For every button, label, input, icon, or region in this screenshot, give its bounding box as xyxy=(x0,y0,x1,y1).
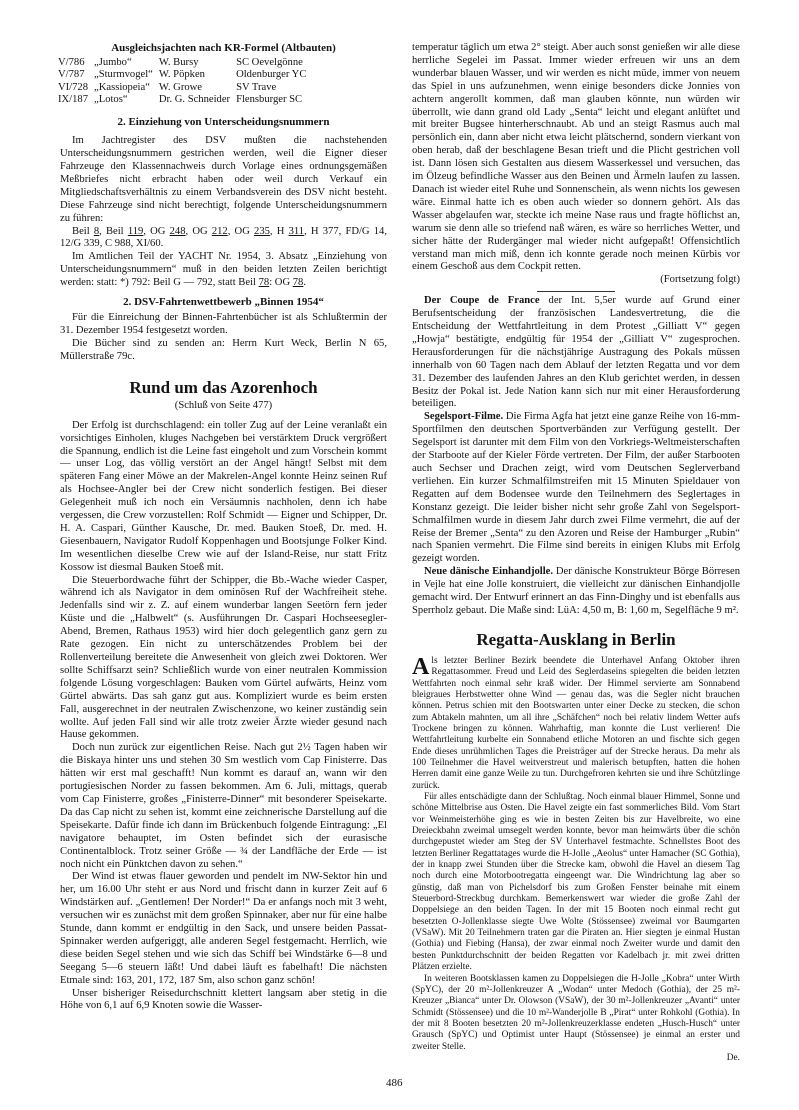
section-heading-fahrtenwettbewerb: 2. DSV-Fahrtenwettbewerb „Binnen 1954“ xyxy=(123,296,324,309)
register-row xyxy=(58,57,312,69)
right-column xyxy=(412,42,740,1064)
berlin-paragraph-1: Als letzter Berliner Bezirk beendete die Unterhavel Anfang Oktober ihren Regattasommer. Freud und Leid des Seglerdaseins spiegelten die beiden letzten Wettfahrten noch einmal sehr kraß wider. Der Himmel servierte am Sonnabend bleigraues Herbstwetter ohne Wind — genau das, was die Segler nicht brauchen können. Petrus schien mit den Bootswarten unter einer Decke zu stecken, die schon zum Abtakeln mahnten, um all ihre „Schäfchen“ noch bei relativ lindem Wetter aufs Trockene bringen zu können. Wahrhaftig, man konnte die Lust verlieren! Die Wettfahrtleitung kurbelte ein Sonnabend etliche Motoren an und fischte sich gegen Ende dieses unrühmlichen Tages die Preisträger auf der Strecke heraus. Da mehr als 100 Teilnehmer die Havel weitverstreut und malerisch betupften, hatten die hohen Herren damit eine ganze Weile zu tun. Durchgefroren kehrten sie und ihre Schützlinge zurück. xyxy=(412,653,740,791)
register-cell: „Jumbo“ xyxy=(94,57,132,68)
yacht-register-table xyxy=(58,57,312,106)
register-cell: VI/728 xyxy=(58,81,89,93)
register-cell: Flensburger SC xyxy=(236,93,303,105)
register-cell: W. Pöpken xyxy=(158,69,205,81)
author-signature: De. xyxy=(726,1052,740,1063)
news-einhandjolle: Neue dänische Einhandjolle. Der dänische Konstrukteur Börge Börresen in Vejle hat eine Jolle konstruiert, die vielleicht zur dänischen Einhandjolle gemacht wird. Der Entwurf erinnert an das Finn-Dinghy und ist ebenfalls aus Sperrholz gebaut. Die Maße sind: LüA: 4,50 m, B: 1,60 m, Segelfläche 9 m². xyxy=(412,566,741,616)
paragraph-fahrten-1: Für die Einreichung der Binnen-Fahrtenbücher ist als Schlußtermin der 31. Dezember 1954 festgesetzt worden. xyxy=(60,312,387,336)
paragraph-fahrten-2: Die Bücher sind zu senden an: Herrn Kurt Weck, Berlin N 65, Müllerstraße 79c. xyxy=(60,337,387,362)
left-column xyxy=(60,42,387,1013)
news-segelsport-filme: Segelsport-Filme. Die Firma Agfa hat jetzt eine ganze Reihe von 16-mm-Sportfilmen den deutschen Sportverbänden zur Verfügung gestellt. Der Segelsport ist darunter mit dem Film von den Vorkriegs-Weltmeisterschaften der Starboote auf der Kieler Förde vertreten. Der Film, der außer Starbooten auch Sechser und Drachen zeigt, wird vom Deutschen Seglerverband verliehen. Ein kurzer Schmalfilmstreifen mit 15 Minuten Spieldauer von Regatten auf dem Bodensee wurde den Teilnehmern des Seglertages in Konstanz gezeigt. Die leider bisher nicht sehr große Zahl von Segelsport-Schmalfilmen wurde in diesem Jahr durch zwei Filme vermehrt, die auf der Reise der Bremer „Senta“ zu den Azoren und Reise der Hamburger „Rubin“ nach Spanien vermehrt. Die Filme sind bereits in einigen Klubs mit Erfolg gezeigt worden. xyxy=(412,411,740,565)
register-row xyxy=(58,69,312,81)
register-cell: „Lotos“ xyxy=(94,93,128,105)
paragraph-einziehung-1: Im Jachtregister des DSV mußten die nachstehenden Unterscheidungsnummern gestrichen werden, weil die Eigner dieser Fahrzeuge den Klassennachweis durch Vorlage eines ordnungsgemäßen Meßbriefes nicht erbracht haben oder weil durch Verkauf ein Mitgliedschaftsverhältnis zu einem Verbandsverein des DSV nicht besteht. Diese Fahrzeuge sind nicht berechtigt, folgende Unterscheidungsnummern zu führen: xyxy=(60,135,387,224)
register-cell: W. Bursy xyxy=(158,57,199,68)
register-cell: Oldenburger YC xyxy=(236,69,307,81)
register-cell: W. Growe xyxy=(158,81,203,93)
register-cell: SV Trave xyxy=(236,81,277,93)
berlin-article-body xyxy=(412,653,740,1064)
register-cell: V/786 xyxy=(58,57,85,68)
continuation-note: (Fortsetzung folgt) xyxy=(660,274,740,286)
section-heading-einziehung: 2. Einziehung von Unterscheidungsnummern xyxy=(117,116,330,129)
berlin-paragraph-2: Für alles entschädigte dann der Schlußtag. Noch einmal blauer Himmel, Sonne und schöne Mittelbrise aus Osten. Die Havel zeigte ein fast sommerliches Bild. Vom Start vor Weinmeisterhöhe ging es wie in besten Zeiten bis zur Havelbreite, wo eine Dreieckbahn zweimal umsegelt werden konnte, bevor man heimwärts über die schön durchgepustet wieder am Steg der SV Unterhavel festmachte. Schnellstes Boot des letzten Berliner Regattatages wurde die H-Jolle „Aeolus“ unter Hamacher (SC Gothia), der in knapp zwei Stunden über die Strecke kam, obwohl die Havel an diesem Tag noch durch eine Motorbootregatta eingeengt war. Die Windrichtung lag aber so günstig, daß man von Pichelsdorf bis zum Großen Fenster beinahe mit einem Steuerbord-Streckbug durchkam. Bemerkenswert war wieder die große Zahl der Doppelsiege an den beiden Tagen. In der mit 15 Booten noch einmal recht gut besetzten O-Jollenklasse siegte Uwe Wolte (Stössensee) zweimal vor Baumgarten (VSaW). Mit 20 Teilnehmern traten gar die Piraten an. Hier siegten je einmal Hustan (Gothia) und Fiebing (Hansa), der zwar einmal noch Zweiter wurde und damit den besten Punktdurchschnitt der beiden Regatten vor Kadelbach jr. mit zwei dritten Plätzen erzielte. xyxy=(412,792,740,973)
azoren-continuation: temperatur täglich um etwa 2° steigt. Aber auch sonst genießen wir alle diese herrliche Segelei im Passat. Immer wieder erfreuen wir uns an dem wunderbar blauen Wasser, und wir werden es nicht müde, immer von neuem das Spiel in uns aufzunehmen, wenn einige besonders dicke Jonnies von achtern angerollt kommen, daß man glauben könnte, nun würden wir überrollt, wie dann grand old Lady „Senta“ leicht und elegant anlüftet und mit breiter Bugsee hinterherschnaubt. Ab und an steigt Rasmus auch mal persönlich ein, dann aber nicht etwa leicht plätschernd, sondern vierkant von oben herab, daß der beschlagene Besan trieft und die Plicht gestrichen voll ist. Dann lösen sich Gestalten aus diesem Wasserkessel und versuchen, das im Ölzeug befindliche Wasser aus den Beinen und Ärmeln laufen zu lassen. Danach ist wieder eitel Ruhe und Sonnenschein, als wenn nichts los gewesen wäre. Einmal hatte ich es oben auch wieder so donnern gehört. Als das Wasser abgelaufen war, steckte ich meine Nase raus und fragte höflichst an, warum sie denn alle so triefend naß wären, es wäre so herrliches Wetter, und sicher hätte der Rudergänger mal wieder nicht aufgepaßt! Offensichtlich verstand man mich miß, denn ich konnte gerade noch meinen Kürbis vor einem Geschoß aus dem Cockpit retten. xyxy=(412,42,740,273)
drop-cap: A xyxy=(412,653,430,680)
register-cell: IX/187 xyxy=(58,93,89,105)
register-cell: Dr. G. Schneider xyxy=(158,93,231,105)
divider xyxy=(537,291,615,292)
berlin-paragraph-3: In weiteren Bootsklassen kamen zu Doppelsiegen die H-Jolle „Kobra“ unter Wirth (SpYC), der 20 m²-Jollenkreuzer A „Wodan“ unter Medoch (Gothia), der 25 m²-Kreuzer „Bianca“ unter Dr. Olowson (VSaW), der 30 m²-Jollenkreuzer „Avanti“ unter Schmidt (Stössensee) und die 10 m²-Wanderjolle B „Pirat“ unter Rohkohl (Gothia). In der mit 8 Booten besetzten 20 m²-Jollenkreuzerklasse endeten „Husch-Husch“ unter Grausch (SpYC) und Optimist unter Haupt (Stössensee) je einmal an erster und zweiter Stelle. xyxy=(412,973,740,1052)
page-number: 486 xyxy=(386,1077,403,1089)
news-coupe-de-france: Der Coupe de France der Int. 5,5er wurde auf Grund einer Berufsentscheidung der französischen Landesvertretung, die die Entscheidung der Wettfahrtleitung in dem Protest „Gilliatt V“ gegen „Howja“ bestätigte, endgültig für 1954 der „Gilliatt V“ zugesprochen. Herausforderungen für die nächstjährige Austragung des Pokals müssen innerhalb von 60 Tagen nach dem Ablauf der letzten Regatta und vor dem 31. Dezember des laufenden Jahres an den Klub gerichtet werden, in dessen Besitz der Pokal ist. Jede Nation kann sich nur mit einer Herausforderung beteiligen. xyxy=(412,295,740,410)
article-subtitle-azorenhoch: (Schluß von Seite 477) xyxy=(174,399,273,411)
paragraph-einziehung-numbers: Beil 8, Beil 119, OG 248, OG 212, OG 235, H 311, H 377, FD/G 14, 12/G 339, C 988, XI/60. xyxy=(60,225,388,250)
register-cell: V/787 xyxy=(58,69,85,81)
azoren-paragraph-5: Unser bisheriger Reisedurchschnitt klettert langsam aber stetig in die Höhe von 6,1 auf 6,9 Knoten sowie die Wasser- xyxy=(60,987,387,1012)
register-cell: „Kassiopeia“ xyxy=(94,81,150,93)
azoren-paragraph-1: Der Erfolg ist durchschlagend: ein toller Zug auf der Leine veranlaßt ein vorsichtiges Einholen, kluges Nachgeben bei verstärktem Druck vergrößert die Spannung, endlich ist die Leine fast eingeholt und zum Vorschein kommt — unser Log, das völlig verstört an der Angel hängt! Selbst mit dem späteren Fang einer Möwe an der Makrelen-Angel konnte Heinz seinen Ruf als Hochsee-Angler bei der Crew nicht sonderlich festigen. Bei dieser Gelegenheit muß ich noch ein Versäumnis nachholen, denn ich habe vergessen, die Crew vorzustellen: Rolf Schmidt — Eigner und Schipper, Dr. H. A. Caspari, Günther Kausche, Dr. med. Bauken Stoeß, Dr. med. H. Giesenbauern, Navigator Rudolf Koppenhagen und Bootsjunge Folker Kind. Im wesentlichen dieselbe Crew wie auf der Island-Reise, nur statt Fritz Kossow ist diesmal Bauken Stoeß mit. xyxy=(60,419,387,573)
register-row xyxy=(58,94,312,106)
azoren-paragraph-3: Doch nun zurück zur eigentlichen Reise. Nach gut 2½ Tagen haben wir die Biskaya hinter uns und stehen 30 Sm westlich vom Cap Finisterre. Das hätten wir erst mal geschafft! Nun kommt es darauf an, wann wir den portugiesischen Norder zu fassen bekommen. Am 6. Juli, mittags, querab vom Cap Finisterre, großes „Finisterre-Dinner“ mit besonderer Speisekarte. Da das Cap nicht zu sehen ist, kommt eine zeichnerische Darstellung auf die Speisekarte. Dafür finde ich dann im Brückenbuch folgende Eintragung: „El navigatore behauptet, im Osten befindet sich der eurasische Continentalblock. Trotz seiner Größe — ¾ der Landfläche der Erde — ist noch nicht ein Pünktchen davon zu sehen.“ xyxy=(60,742,387,870)
section-heading-ausgleichsjachten: Ausgleichsjachten nach KR-Formel (Altbauten) xyxy=(111,42,336,54)
article-title-azorenhoch: Rund um das Azorenhoch xyxy=(129,377,318,397)
register-row xyxy=(58,82,312,94)
azoren-paragraph-4: Der Wind ist etwas flauer geworden und pendelt im NW-Sektor hin und her, um 16.00 Uhr steht er aus Nord und frischt dann in kurzer Zeit auf 6 Windstärken auf. „Gentlemen! Der Norder!“ Da er anfangs noch mit 3 weht, versuchen wir es zunächst mit dem großen Spinnaker, aber nur für eine halbe Stunde, dann kommt er endgültig in den Sack, und unsere beiden Passat-Spinnaker werden aufgeriggt, alle anderen Segel festgemacht. Herrlich, wie diese beiden Segel stehen und wie sich das Schiff bei Windstärke 6—8 und Seegang 5—6 steuern läßt! Und dabei läuft es fabelhaft! Die nächsten Etmale sind: 163, 201, 172, 187 Sm, also schon ganz schön! xyxy=(60,871,387,986)
register-cell: SC Oevelgönne xyxy=(236,57,303,68)
azoren-paragraph-2: Die Steuerbordwache führt der Schipper, die Bb.-Wache wieder Casper, während ich als Navigator in dem ominösen Ruf der Wachfreiheit stehe. Jedenfalls sind wir z. Z. auf einem wunderbar langen Seetörn fern jeder Küste und die „Halbwelt“ (s. Ausführungen Dr. Caspari Hochseesegler-Abend, Bremen, Rathaus 1953) wird hier doch gelegentlich ganz gern zu Rate gezogen. Ein nicht zu unterschätzendes Problem bei der Rollenverteilung bereitete die Anwesenheit von gleich zwei Doktoren. Wer sollte Schiffsarzt sein? Schließlich wurde von einer neutralen Kommission folgende Lösung vorgeschlagen: Bauken vom Gürtel aufwärts, Heinz vom Gürtel abwärts. Das sah ganz gut aus. Kompliziert wurde es beim ersten Fall, ausgerechnet in der neutralen Zwischenzone, wo keiner zuständig sein wollte. Auf jeden Fall sind wir alle trotz zweier Ärzte wieder gesund nach Hause gekommen. xyxy=(60,574,387,741)
article-title-regatta-berlin: Regatta-Ausklang in Berlin xyxy=(476,629,676,649)
register-cell: „Sturmvogel“ xyxy=(94,69,153,81)
paragraph-einziehung-correction: Im Amtlichen Teil der YACHT Nr. 1954, 3. Absatz „Einziehung von Unterscheidungsnummern“ muß in den beiden letzten Zeilen berichtigt werden: statt: *) 792: Beil G — 792, statt Beil 78: OG 78. xyxy=(60,251,387,289)
